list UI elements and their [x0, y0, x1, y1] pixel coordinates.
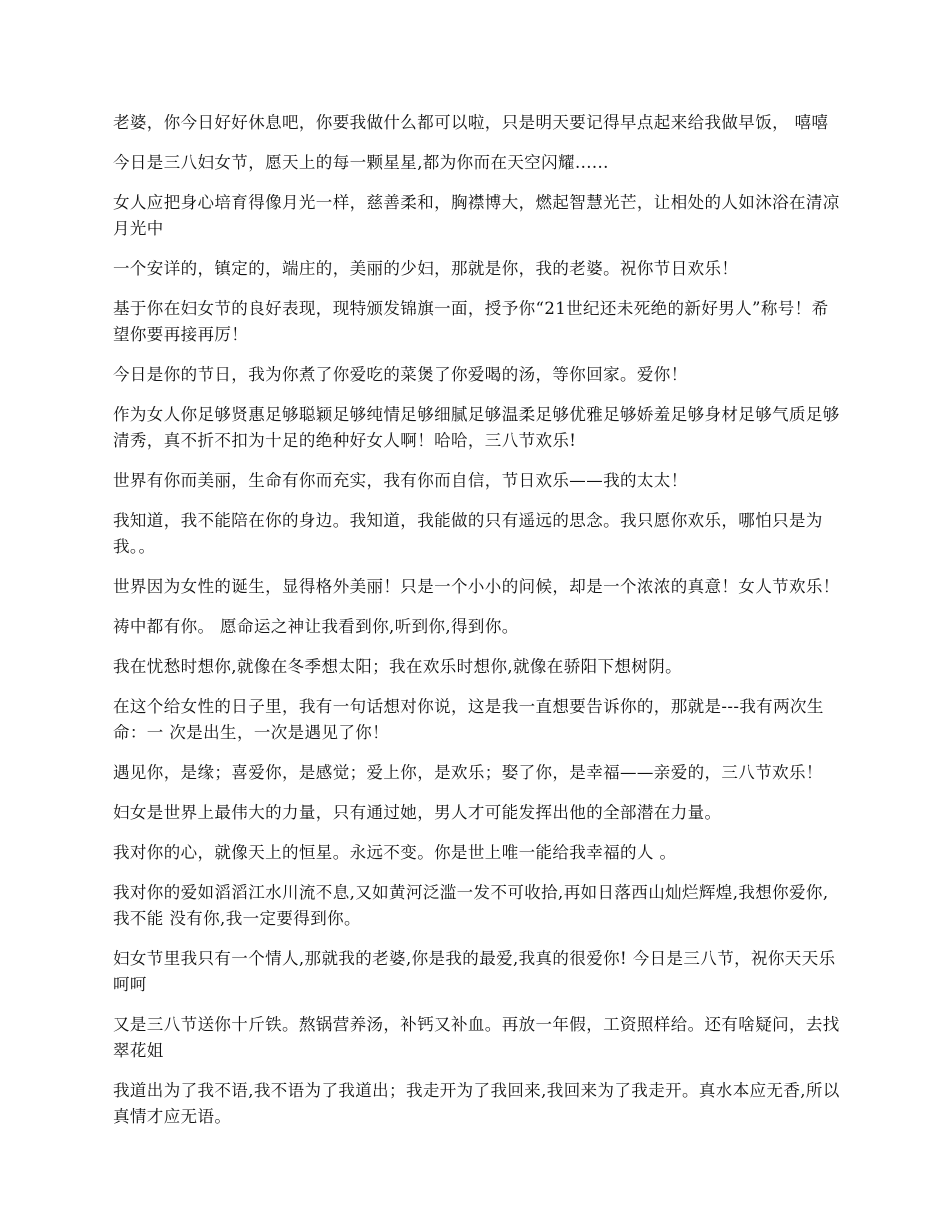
paragraph: 在这个给女性的日子里，我有一句话想对你说，这是我一直想要告诉你的，那就是---我有两次生命：一 次是出生，一次是遇见了你！	[113, 697, 824, 742]
paragraph: 妇女是世界上最伟大的力量，只有通过她，男人才可能发挥出他的全部潜在力量。	[113, 803, 722, 822]
paragraph: 女人应把身心培育得像月光一样，慈善柔和，胸襟博大，燃起智慧光芒，让相处的人如沐浴在清凉月光中	[113, 193, 840, 238]
paragraph: 我在忧愁时想你,就像在冬季想太阳；我在欢乐时想你,就像在骄阳下想树阴。	[113, 657, 682, 676]
paragraph: 今日是你的节日，我为你煮了你爱吃的菜煲了你爱喝的汤，等你回家。爱你！	[113, 365, 688, 384]
paragraph: 又是三八节送你十斤铁。熬锅营养汤，补钙又补血。再放一年假，工资照样给。还有啥疑问，去找翠花姐	[113, 1015, 840, 1060]
paragraph: 一个安详的，镇定的，端庄的，美丽的少妇，那就是你，我的老婆。祝你节日欢乐！	[113, 259, 739, 278]
paragraph: 今日是三八妇女节，愿天上的每一颗星星,都为你而在天空闪耀......	[113, 153, 609, 172]
paragraph: 祷中都有你。 愿命运之神让我看到你,听到你,得到你。	[113, 617, 519, 636]
document-body	[113, 110, 845, 1144]
paragraph: 作为女人你足够贤惠足够聪颖足够纯情足够细腻足够温柔足够优雅足够娇羞足够身材足够气质足够清秀，真不折不扣为十足的绝种好女人啊！哈哈，三八节欢乐!	[113, 405, 840, 450]
paragraph: 妇女节里我只有一个情人,那就我的老婆,你是我的最爱,我真的很爱你! 今日是三八节，祝你天天乐呵呵	[113, 949, 836, 994]
paragraph: 老婆，你今日好好休息吧，你要我做什么都可以啦，只是明天要记得早点起来给我做早饭， 嘻嘻	[113, 113, 829, 132]
paragraph: 我对你的爱如滔滔江水川流不息,又如黄河泛滥一发不可收拾,再如日落西山灿烂辉煌,我想你爱你,我不能 没有你,我一定要得到你。	[113, 883, 829, 928]
paragraph: 我知道，我不能陪在你的身边。我知道，我能做的只有遥远的思念。我只愿你欢乐，哪怕只是为我。。	[113, 511, 823, 556]
paragraph: 我道出为了我不语,我不语为了我道出；我走开为了我回来,我回来为了我走开。真水本应无香,所以真情才应无语。	[113, 1081, 840, 1126]
paragraph: 基于你在妇女节的良好表现，现特颁发锦旗一面，授予你“21世纪还未死绝的新好男人”称号！希望你要再接再厉！	[113, 299, 829, 344]
paragraph: 世界有你而美丽，生命有你而充实，我有你而自信，节日欢乐——我的太太！	[113, 471, 688, 490]
paragraph: 遇见你，是缘；喜爱你，是感觉；爱上你，是欢乐；娶了你，是幸福——亲爱的，三八节欢乐！	[113, 763, 823, 782]
paragraph: 我对你的心，就像天上的恒星。永远不变。你是世上唯一能给我幸福的人 。	[113, 843, 677, 862]
paragraph: 世界因为女性的诞生，显得格外美丽！只是一个小小的问候，却是一个浓浓的真意！女人节欢乐！	[113, 577, 840, 596]
